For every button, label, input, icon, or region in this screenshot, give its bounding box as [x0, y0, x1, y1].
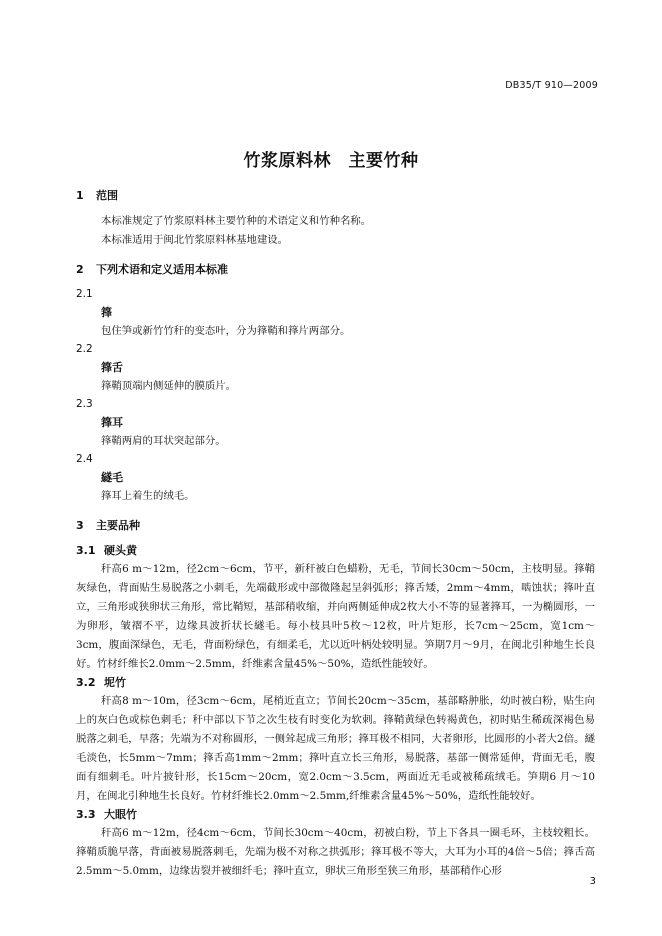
species-entry: [76, 806, 595, 881]
section-title: 范围: [96, 189, 118, 202]
page-title: 竹浆原料林 主要竹种: [243, 151, 419, 171]
section-number: 1: [76, 189, 84, 202]
species-number: 3.1: [76, 544, 96, 557]
section-1-heading: [76, 187, 595, 204]
term-definition: 包住笋或新竹竹秆的变态叶，分为箨鞘和箨片两部分。: [101, 325, 351, 337]
section-3-heading: [76, 517, 595, 534]
species-description: 秆高8 m～10m，径3cm～6cm，尾梢近直立；节间长20cm～35cm，基部略肿胀，幼时被白粉，贴生向上的灰白色或棕色刺毛；秆中部以下节之次生枝有时变化为软刺。箨鞘黄绿色转褐黄色，初时贴生稀疏深褐色易脱落之刺毛，早落；先端为不对称圆形，一侧耸起成三角形；箨耳极不相同，大者卵形，比圆形的小者大2倍。繸毛淡色，长5mm～7mm；箨舌高1mm～2mm；箨叶直立长三角形，易脱落，基部一侧常延伸，背面无毛，腹面有细刺毛。叶片披针形，长15cm～20cm，宽2.0cm～3.5cm，两面近无毛或被稀疏绒毛。笋期6 月～10 月，在闽北引种地生长良好。竹材纤维长2.0mm～2.5mm,纤维素含量45%～50%，造纸性能较好。: [76, 695, 595, 802]
species-entry: [76, 674, 595, 806]
term-name: 箨耳: [101, 416, 123, 429]
term-name: 箨: [101, 306, 112, 319]
term-item: [76, 341, 595, 396]
document-body: [76, 187, 595, 881]
term-number: 2.1: [76, 288, 93, 300]
page-number: 3: [589, 876, 596, 887]
species-name: 大眼竹: [104, 808, 137, 821]
section-number: 2: [76, 263, 84, 276]
term-name: 繸毛: [101, 471, 123, 484]
species-entry: [76, 542, 595, 674]
term-item: [76, 451, 595, 506]
species-name: 坭竹: [104, 676, 126, 689]
section-title: 下列术语和定义适用本标准: [96, 263, 228, 276]
section-2-heading: [76, 261, 595, 278]
term-number: 2.3: [76, 398, 93, 410]
term-definition: 箨耳上着生的绒毛。: [101, 490, 195, 502]
term-item: [76, 396, 595, 451]
species-number: 3.2: [76, 676, 96, 689]
term-number: 2.4: [76, 453, 93, 465]
species-heading: [76, 806, 595, 824]
document-code: DB35/T 910—2009: [505, 80, 598, 91]
term-definition: 箨鞘顶端内侧延伸的膜质片。: [101, 380, 237, 392]
species-heading: [76, 674, 595, 692]
term-definition: 箨鞘两肩的耳状突起部分。: [101, 435, 226, 447]
species-name: 硬头黄: [104, 544, 137, 557]
term-number: 2.2: [76, 343, 93, 355]
scope-paragraph-1: 本标准规定了竹浆原料林主要竹种的术语定义和竹种名称。: [101, 215, 372, 227]
species-number: 3.3: [76, 808, 96, 821]
section-number: 3: [76, 519, 84, 532]
species-description: 秆高6 m～12m，径2cm～6cm，节平，新秆被白色蜡粉，无毛，节间长30cm～50cm，主枝明显。箨鞘灰绿色，背面贴生易脱落之小刺毛，先端截形或中部微隆起呈斜弧形；箨舌矮，2mm～4mm，啮蚀状；箨叶直立，三角形或狭卵状三角形，常比鞘短，基部稍收缩，并向两侧延伸成2枚大小不等的显著箨耳，一为椭圆形，一为卵形，皱褶不平，边缘具波折状长繸毛。每小枝具叶5枚～12枚，叶片矩形，长7cm～25cm，宽1cm～3cm，腹面深绿色，无毛，背面粉绿色，有细柔毛，尤以近叶柄处较明显。笋期7月～9月，在闽北引种地生长良好。竹材纤维长2.0mm～2.5mm，纤维素含量45%～50%，造纸性能较好。: [76, 563, 595, 670]
species-description: 秆高6 m～12m，径4cm～6cm，节间长30cm～40cm，初被白粉，节上下各具一圈毛环，主枝较粗长。箨鞘质脆早落，背面被易脱落刺毛，先端为极不对称之拱弧形；箨耳极不等大，大耳为小耳的4倍～5倍；箨舌高2.5mm～5.0mm，边缘齿裂并被细纤毛；箨叶直立，卵状三角形至狭三角形，基部稍作心形: [76, 827, 595, 877]
term-item: [76, 286, 595, 341]
section-title: 主要品种: [96, 519, 140, 532]
scope-paragraph-2: 本标准适用于闽北竹浆原料林基地建设。: [101, 234, 289, 246]
term-name: 箨舌: [101, 361, 123, 374]
species-heading: [76, 542, 595, 560]
